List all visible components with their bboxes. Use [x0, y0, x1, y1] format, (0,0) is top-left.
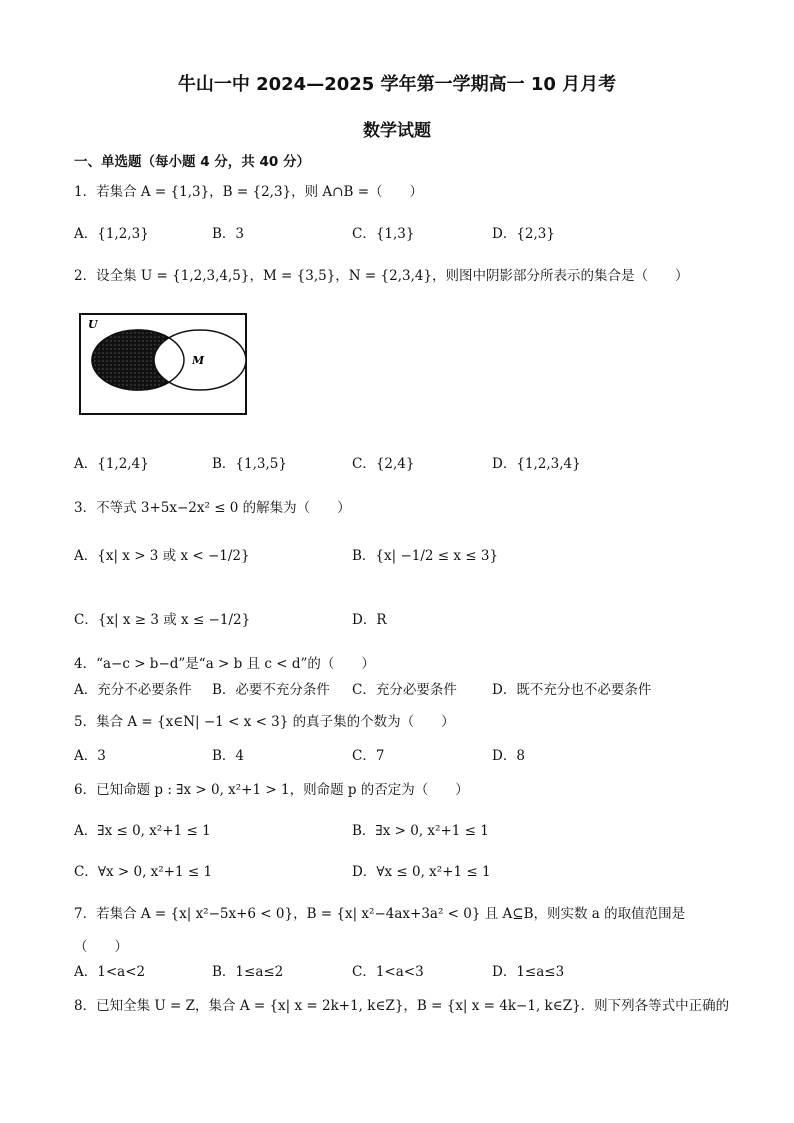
q7-option-a: A．1<a<2 [74, 964, 146, 980]
question-7-stem: 7．若集合 A = {x| x²−5x+6 < 0}，B = {x| x²−4ax+3a² < 0} 且 A⊆B，则实数 a 的取值范围是 [74, 906, 686, 922]
question-8-stem: 8．已知全集 U = Z，集合 A = {x| x = 2k+1, k∈Z}，B = {x| x = 4k−1, k∈Z}．则下列各等式中正确的 [74, 998, 730, 1014]
u-label: U [88, 318, 98, 331]
q5-option-a: A．3 [74, 748, 106, 764]
q1-option-b: B．3 [212, 226, 245, 242]
q2-option-d: D．{1,2,3,4} [492, 456, 581, 472]
question-3-stem: 3．不等式 3+5x−2x² ≤ 0 的解集为（ ） [74, 500, 351, 516]
question-6-stem: 6．已知命题 p : ∃x > 0, x²+1 > 1，则命题 p 的否定为（ ） [74, 782, 469, 798]
q7-option-c: C．1<a<3 [352, 964, 424, 980]
q1-option-d: D．{2,3} [492, 226, 555, 242]
question-7-stem-continued: （ ） [74, 939, 128, 955]
q2-option-b: B．{1,3,5} [212, 456, 287, 472]
q6-option-a: A．∃x ≤ 0, x²+1 ≤ 1 [74, 823, 211, 839]
m-label: M [192, 354, 205, 367]
q2-option-a: A．{1,2,4} [74, 456, 149, 472]
q1-option-a: A．{1,2,3} [74, 226, 149, 242]
question-1-stem: 1．若集合 A = {1,3}，B = {2,3}，则 A∩B =（ ） [74, 184, 424, 200]
q1-option-c: C．{1,3} [352, 226, 415, 242]
q4-option-b: B．必要不充分条件 [212, 682, 330, 698]
q4-option-c: C．充分必要条件 [352, 682, 457, 698]
question-2-stem: 2．设全集 U = {1,2,3,4,5}，M = {3,5}，N = {2,3,4}，则图中阴影部分所表示的集合是（ ） [74, 268, 689, 284]
q4-option-d: D．既不充分也不必要条件 [492, 682, 652, 698]
exam-subtitle: 数学试题 [363, 121, 431, 141]
q3-option-d: D．R [352, 612, 387, 628]
exam-title: 牛山一中 2024—2025 学年第一学期高一 10 月月考 [177, 74, 617, 95]
section-heading: 一、单选题（每小题 4 分，共 40 分） [74, 154, 310, 170]
q6-option-d: D．∀x ≤ 0, x²+1 ≤ 1 [352, 864, 491, 880]
q5-option-c: C．7 [352, 748, 385, 764]
q3-option-c: C．{x| x ≥ 3 或 x ≤ −1/2} [74, 612, 251, 628]
q7-option-d: D．1≤a≤3 [492, 964, 565, 980]
q5-option-b: B．4 [212, 748, 245, 764]
question-4-stem: 4．“a−c > b−d”是“a > b 且 c < d”的（ ） [74, 656, 375, 672]
q3-option-b: B．{x| −1/2 ≤ x ≤ 3} [352, 548, 499, 564]
q7-option-b: B．1≤a≤2 [212, 964, 284, 980]
venn-diagram [78, 312, 248, 416]
q6-option-b: B．∃x > 0, x²+1 ≤ 1 [352, 823, 489, 839]
q6-option-c: C．∀x > 0, x²+1 ≤ 1 [74, 864, 213, 880]
question-5-stem: 5．集合 A = {x∈N| −1 < x < 3} 的真子集的个数为（ ） [74, 714, 455, 730]
q2-option-c: C．{2,4} [352, 456, 415, 472]
q3-option-a: A．{x| x > 3 或 x < −1/2} [74, 548, 250, 564]
q4-option-a: A．充分不必要条件 [74, 682, 192, 698]
q5-option-d: D．8 [492, 748, 525, 764]
